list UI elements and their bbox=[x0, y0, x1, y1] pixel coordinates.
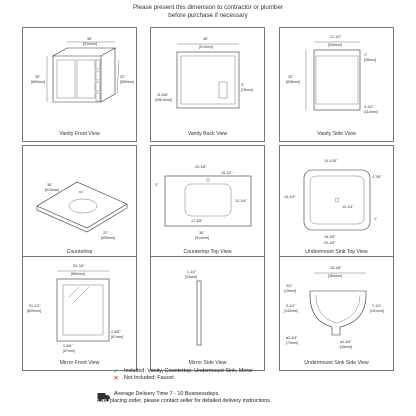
caption-vanity-back: Vanity Back View bbox=[187, 131, 228, 137]
svg-text:[860mm]: [860mm] bbox=[71, 272, 85, 276]
svg-text:3": 3" bbox=[241, 83, 245, 87]
check-icon: ✓ bbox=[113, 368, 119, 375]
svg-text:[114mm]: [114mm] bbox=[364, 110, 378, 114]
note-included-text: Included: Vanity, Countertop, Undermount Sink, Mirror bbox=[124, 368, 253, 374]
notes bbox=[112, 368, 372, 382]
svg-text:[800mm]: [800mm] bbox=[27, 309, 41, 313]
svg-text:5-1/4": 5-1/4" bbox=[286, 304, 296, 308]
svg-text:[76mm]: [76mm] bbox=[241, 88, 253, 92]
panel-mirror-side bbox=[150, 256, 265, 371]
svg-text:[914mm]: [914mm] bbox=[83, 42, 97, 46]
svg-text:3": 3" bbox=[155, 183, 159, 187]
svg-text:ø2-3/4": ø2-3/4" bbox=[286, 336, 298, 340]
svg-text:36": 36" bbox=[199, 231, 205, 235]
delivery-line-2: After placing order, please contact seller for detailed delivery instructions. bbox=[97, 398, 272, 404]
mirror-front-drawing bbox=[23, 257, 138, 372]
panel-mirror-front bbox=[22, 256, 137, 371]
svg-text:[67mm]: [67mm] bbox=[63, 349, 75, 353]
countertop-drawing bbox=[23, 146, 138, 261]
svg-text:[19mm]: [19mm] bbox=[284, 289, 296, 293]
svg-text:[384mm]: [384mm] bbox=[328, 274, 342, 278]
vanity-back-drawing bbox=[151, 28, 266, 143]
svg-text:36": 36" bbox=[47, 183, 53, 187]
panel-undermount-top bbox=[279, 145, 394, 260]
header bbox=[0, 4, 416, 20]
svg-text:[67mm]: [67mm] bbox=[111, 335, 123, 339]
caption-mirror-front: Mirror Front View bbox=[59, 360, 100, 366]
svg-text:1-1/4": 1-1/4" bbox=[187, 270, 197, 274]
caption-mirror-side: Mirror Side View bbox=[188, 360, 227, 366]
svg-text:[889mm]: [889mm] bbox=[31, 80, 45, 84]
svg-text:2-5/8": 2-5/8" bbox=[111, 330, 121, 334]
svg-text:20-1/8": 20-1/8" bbox=[195, 165, 207, 169]
caption-undermount-side: Undermount Sink Side View bbox=[304, 360, 369, 366]
svg-text:[70mm]: [70mm] bbox=[286, 341, 298, 345]
svg-text:[546mm]: [546mm] bbox=[328, 43, 342, 47]
panel-vanity-front bbox=[22, 27, 137, 142]
panel-countertop-top bbox=[150, 145, 265, 260]
caption-vanity-side: Vanity Side View bbox=[317, 131, 356, 137]
cross-icon: ✕ bbox=[113, 375, 119, 383]
svg-text:33": 33" bbox=[288, 75, 294, 79]
undermount-side-drawing bbox=[280, 257, 395, 372]
svg-text:[26mm]: [26mm] bbox=[364, 58, 376, 62]
svg-text:11-5/8": 11-5/8" bbox=[157, 93, 169, 97]
svg-text:4-7/8": 4-7/8" bbox=[372, 175, 382, 179]
svg-text:22": 22" bbox=[120, 75, 126, 79]
caption-undermount-top: Undermount Sink Top View bbox=[305, 249, 368, 255]
svg-text:4-1/2": 4-1/2" bbox=[364, 105, 374, 109]
svg-text:[914mm]: [914mm] bbox=[199, 45, 213, 49]
countertop-top-drawing bbox=[151, 146, 266, 261]
vanity-side-drawing bbox=[280, 28, 395, 143]
mirror-side-drawing bbox=[151, 257, 266, 372]
panel-undermount-side bbox=[279, 256, 394, 371]
svg-text:15-1/8": 15-1/8" bbox=[330, 266, 342, 270]
caption-countertop: Countertop bbox=[66, 249, 93, 255]
header-line-2: before purchase if necessary bbox=[168, 12, 248, 19]
caption-countertop-top: Countertop Top View bbox=[183, 249, 232, 255]
caption-vanity-front: Vanity Front View bbox=[59, 131, 100, 137]
svg-text:12-1/4": 12-1/4" bbox=[342, 205, 354, 209]
note-included bbox=[112, 368, 372, 375]
svg-text:35": 35" bbox=[35, 75, 41, 79]
svg-text:17-3/8": 17-3/8" bbox=[191, 219, 203, 223]
svg-text:7-1/2": 7-1/2" bbox=[372, 304, 382, 308]
svg-text:33-7/8": 33-7/8" bbox=[73, 264, 85, 268]
svg-text:36": 36" bbox=[87, 37, 93, 41]
svg-text:[559mm]: [559mm] bbox=[101, 236, 115, 240]
svg-text:18-1/8": 18-1/8" bbox=[324, 235, 336, 239]
panel-vanity-back bbox=[150, 27, 265, 142]
svg-text:12-1/4": 12-1/4" bbox=[235, 199, 247, 203]
delivery-line-1: Average Delivery Time 7 - 10 Businessdays. bbox=[114, 391, 220, 397]
panel-vanity-side bbox=[279, 27, 394, 142]
svg-text:22": 22" bbox=[103, 231, 109, 235]
undermount-top-drawing bbox=[280, 146, 395, 261]
svg-text:[133mm]: [133mm] bbox=[284, 309, 298, 313]
svg-text:31-1/2": 31-1/2" bbox=[29, 304, 41, 308]
svg-text:20-1/8": 20-1/8" bbox=[324, 241, 336, 245]
svg-text:[45mm]: [45mm] bbox=[340, 345, 352, 349]
svg-text:[559mm]: [559mm] bbox=[120, 80, 134, 84]
svg-text:15-1/4": 15-1/4" bbox=[284, 195, 296, 199]
svg-text:[33mm]: [33mm] bbox=[185, 275, 197, 279]
svg-text:2-5/8": 2-5/8" bbox=[63, 344, 73, 348]
svg-text:1": 1" bbox=[374, 217, 378, 221]
svg-text:1": 1" bbox=[364, 53, 368, 57]
svg-text:10-1/16": 10-1/16" bbox=[324, 159, 338, 163]
svg-text:[914mm]: [914mm] bbox=[45, 188, 59, 192]
panel-countertop bbox=[22, 145, 137, 260]
header-line-1: Please present this dimension to contractor or plumber bbox=[133, 4, 283, 11]
vanity-front-drawing bbox=[23, 28, 138, 143]
svg-text:21-1/2": 21-1/2" bbox=[330, 35, 342, 39]
svg-text:3/4": 3/4" bbox=[286, 284, 293, 288]
svg-text:[296.5mm]: [296.5mm] bbox=[155, 98, 172, 102]
svg-text:[838mm]: [838mm] bbox=[286, 80, 300, 84]
delivery-info bbox=[97, 391, 397, 405]
svg-text:[914mm]: [914mm] bbox=[195, 236, 209, 240]
svg-text:ø1-3/4": ø1-3/4" bbox=[340, 340, 352, 344]
svg-text:[191mm]: [191mm] bbox=[370, 309, 384, 313]
svg-text:15-1/2": 15-1/2" bbox=[221, 171, 233, 175]
note-not-included-text: Not Included: Faucet bbox=[124, 375, 174, 382]
svg-text:36": 36" bbox=[203, 37, 209, 41]
note-not-included bbox=[112, 375, 372, 382]
